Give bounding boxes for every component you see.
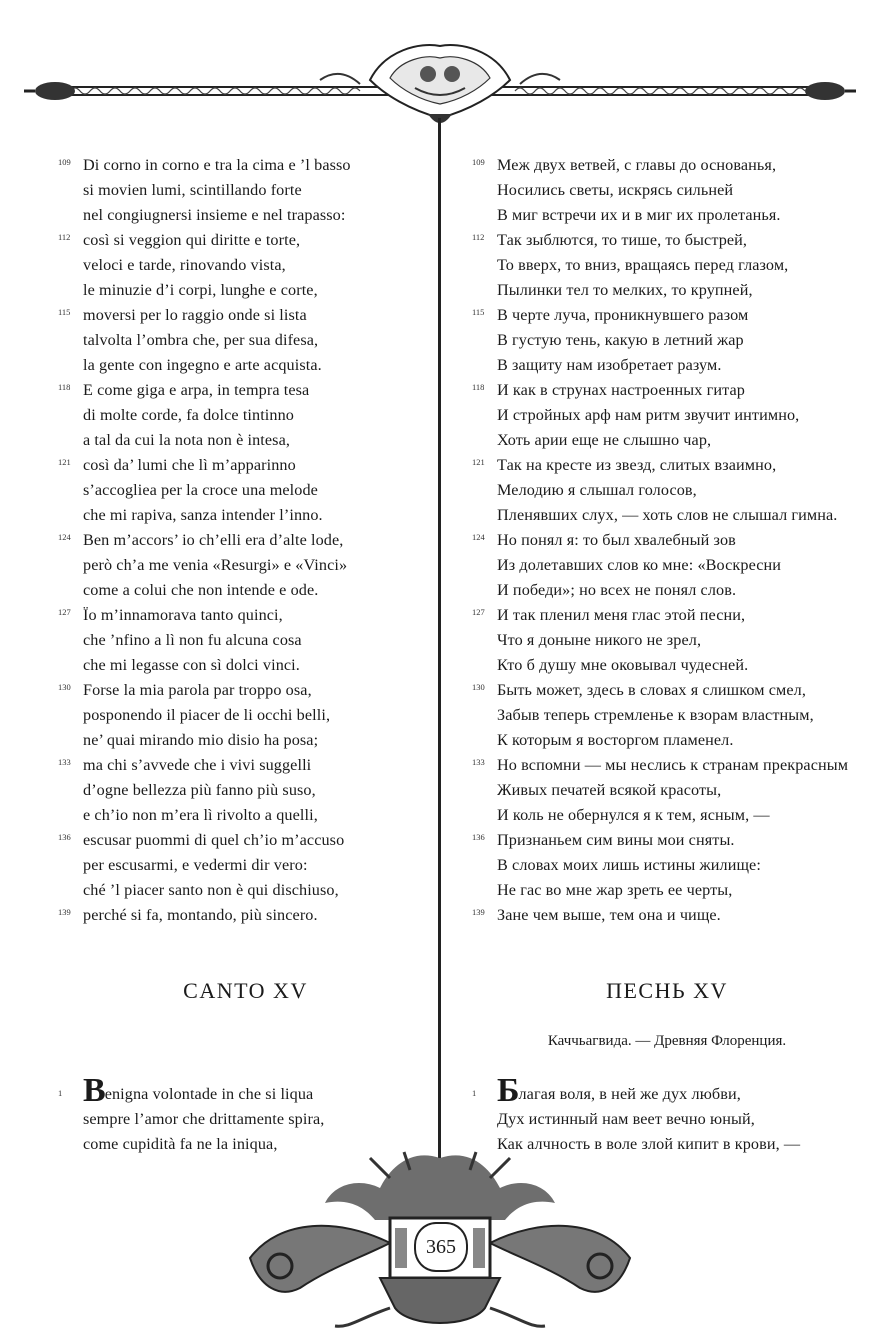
verse-line: come a colui che non intende e ode. (83, 581, 319, 599)
verse-number: 136 (58, 832, 71, 842)
verse-line: E come giga e arpa, in tempra tesa (83, 381, 310, 399)
stanza (472, 153, 862, 228)
page-number: 365 (414, 1222, 468, 1272)
verse-line: si movien lumi, scintillando forte (83, 181, 302, 199)
verse-line-rest: лагая воля, в ней же дух любви, (518, 1085, 741, 1103)
verse-number: 1 (58, 1088, 63, 1098)
verse-line: Забыв теперь стремленье к взорам властным, (497, 706, 814, 724)
verse-number: 118 (472, 382, 485, 392)
stanza (58, 903, 433, 928)
stanza (472, 378, 862, 453)
verse-line: Пленявших слух, — хоть слов не слышал гимна. (497, 506, 838, 524)
verse-line: Носились светы, искрясь сильней (497, 181, 734, 199)
stanza (58, 453, 433, 528)
verse-line: per escusarmi, e vedermi dir vero: (83, 856, 308, 874)
verse-number: 121 (472, 457, 485, 467)
verse-line: В густую тень, какую в летний жар (497, 331, 744, 349)
canto-title-italian: CANTO XV (183, 978, 308, 1003)
verse-line: le minuzie d’i corpi, lunghe e corte, (83, 281, 318, 299)
verse-line (58, 1072, 433, 1109)
verse-line: Из долетавших слов ко мне: «Воскресни (497, 556, 782, 574)
verse-line: И победи»; но всех не понял слов. (497, 581, 737, 599)
verse-line: d’ogne bellezza più fanno più suso, (83, 781, 316, 799)
verse-number: 136 (472, 832, 485, 842)
verse-line: così da’ lumi che lì m’apparinno (83, 456, 296, 474)
verse-line: И как в струнах настроенных гитар (497, 381, 745, 399)
canto-subtitle: Каччьагвида. — Древняя Флоренция. (547, 1033, 787, 1049)
stanza (58, 378, 433, 453)
verse-line: Так на кресте из звезд, слитых взаимно, (497, 456, 777, 474)
verse-line-rest: enigna volontade in che si liqua (104, 1085, 314, 1103)
verse-line: così si veggion qui diritte e torte, (83, 231, 301, 249)
verse-number: 133 (472, 757, 485, 767)
stanza (472, 678, 862, 753)
verse-line: Мелодию я слышал голосов, (497, 481, 697, 499)
verse-line: Forse la mia parola par troppo osa, (83, 681, 312, 699)
verse-line: Ïo m’innamorava tanto quinci, (83, 606, 283, 624)
verse-line: talvolta l’ombra che, per sua difesa, (83, 331, 319, 349)
verse-line: ne’ quai mirando mio disio ha posa; (83, 731, 319, 749)
verse-line: Пылинки тел то мелких, то крупней, (497, 281, 753, 299)
stanza (58, 678, 433, 753)
verse-number: 127 (472, 607, 485, 617)
verse-line: Хоть арии еще не слышно чар, (497, 431, 712, 449)
verse-line: И коль не обернулся я к тем, ясным, — (497, 806, 770, 824)
verse-line: la gente con ingegno e arte acquista. (83, 356, 322, 374)
verse-line: come cupidità fa ne la iniqua, (83, 1135, 278, 1153)
russian-column (472, 153, 862, 928)
verse-line: nel congiugnersi insieme e nel trapasso: (83, 206, 346, 224)
verse-number: 112 (472, 232, 485, 242)
verse-number: 130 (472, 682, 485, 692)
verse-number: 127 (58, 607, 71, 617)
verse-line: Так зыблются, то тише, то быстрей, (497, 231, 748, 249)
verse-number: 109 (472, 157, 485, 167)
verse-number: 133 (58, 757, 71, 767)
verse-line: Кто б душу мне оковывал чудесней. (497, 656, 749, 674)
verse-line: ma chi s’avvede che i vivi suggelli (83, 756, 312, 774)
verse-line: sempre l’amor che drittamente spira, (83, 1110, 325, 1128)
verse-line: però ch’a me venia «Resurgi» e «Vinci» (83, 556, 348, 574)
verse-line: che mi legasse con sì dolci vinci. (83, 656, 300, 674)
verse-line: К которым я восторгом пламенел. (497, 731, 734, 749)
verse-line: di molte corde, fa dolce tintinno (83, 406, 294, 424)
verse-number: 130 (58, 682, 71, 692)
stanza (472, 603, 862, 678)
verse-line: Живых печатей всякой красоты, (497, 781, 722, 799)
verse-line: В словах моих лишь истины жилище: (497, 856, 761, 874)
stanza (472, 753, 862, 828)
verse-line: Как алчность в воле злой кипит в крови, — (497, 1135, 801, 1153)
verse-line: che mi rapiva, sanza intender l’inno. (83, 506, 323, 524)
verse-line: posponendo il piacer de li occhi belli, (83, 706, 331, 724)
stanza (472, 228, 862, 303)
canto-title-russian: ПЕСНЬ XV (606, 978, 728, 1003)
verse-number: 124 (58, 532, 71, 542)
drop-cap: B (83, 1072, 105, 1109)
verse-line: Но вспомни — мы неслись к странам прекрасным (497, 756, 849, 774)
verse-line: Но понял я: то был хвалебный зов (497, 531, 736, 549)
verse-number: 115 (472, 307, 485, 317)
opening-stanza-russian (472, 1072, 862, 1157)
stanza (472, 453, 862, 528)
verse-line: perché si fa, montando, più sincero. (83, 906, 318, 924)
verse-number: 139 (58, 907, 71, 917)
verse-line: Меж двух ветвей, с главы до основанья, (497, 156, 777, 174)
verse-line: Зане чем выше, тем она и чище. (497, 906, 721, 924)
verse-number: 115 (58, 307, 71, 317)
stanza (58, 153, 433, 228)
verse-line: Признаньем сим вины мои сняты. (497, 831, 735, 849)
verse-line: В черте луча, проникнувшего разом (497, 306, 749, 324)
stanza (472, 903, 862, 928)
stanza (58, 753, 433, 828)
column-divider (438, 118, 441, 1158)
verse-number: 121 (58, 457, 71, 467)
stanza (58, 828, 433, 903)
verse-line: Di corno in corno e tra la cima e ’l basso (83, 156, 351, 174)
verse-line: Дух истинный нам веет вечно юный, (497, 1110, 755, 1128)
verse-line: И так пленил меня глас этой песни, (497, 606, 746, 624)
stanza (58, 303, 433, 378)
verse-line: moversi per lo raggio onde si lista (83, 306, 307, 324)
verse-line: В миг встречи их и в миг их пролетанья. (497, 206, 781, 224)
verse-line (472, 1072, 862, 1109)
verse-line: s’accogliea per la croce una melode (83, 481, 318, 499)
verse-number: 112 (58, 232, 71, 242)
stanza (58, 528, 433, 603)
verse-line: Не гас во мне жар зреть ее черты, (497, 881, 733, 899)
verse-line: Ben m’accors’ io ch’elli era d’alte lode, (83, 531, 344, 549)
stanza (472, 303, 862, 378)
stanza (472, 828, 862, 903)
verse-line: И стройных арф нам ритм звучит интимно, (497, 406, 800, 424)
verse-line: Что я доныне никого не зрел, (497, 631, 702, 649)
opening-stanza-italian (58, 1072, 433, 1157)
verse-line: Быть может, здесь в словах я слишком смел, (497, 681, 806, 699)
verse-line: ché ’l piacer santo non è qui dischiuso, (83, 881, 339, 899)
stanza (472, 528, 862, 603)
verse-line: a tal da cui la nota non è intesa, (83, 431, 291, 449)
verse-line: veloci e tarde, rinovando vista, (83, 256, 286, 274)
verse-number: 1 (472, 1088, 477, 1098)
verse-line: che ’nfino a lì non fu alcuna cosa (83, 631, 302, 649)
verse-line: escusar puommi di quel ch’io m’accuso (83, 831, 345, 849)
verse-number: 124 (472, 532, 485, 542)
verse-line: То вверх, то вниз, вращаясь перед глазом, (497, 256, 789, 274)
stanza (58, 228, 433, 303)
drop-cap: Б (497, 1072, 519, 1109)
italian-column (58, 153, 433, 928)
stanza (58, 603, 433, 678)
verse-line: e ch’io non m’era lì rivolto a quelli, (83, 806, 318, 824)
verse-number: 139 (472, 907, 485, 917)
verse-number: 118 (58, 382, 71, 392)
verse-line: В защиту нам изобретает разум. (497, 356, 722, 374)
verse-number: 109 (58, 157, 71, 167)
